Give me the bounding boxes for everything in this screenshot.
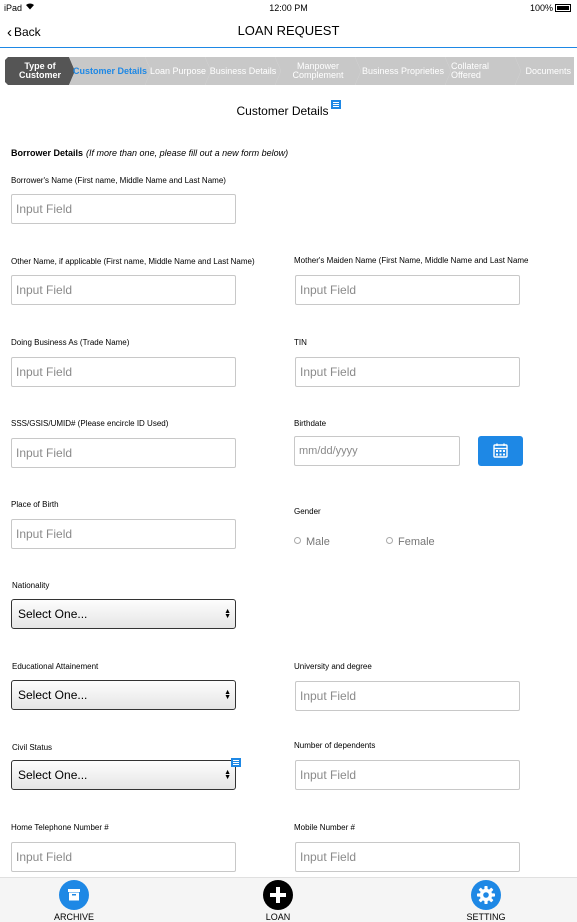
borrower-name-input[interactable] — [11, 194, 236, 224]
back-label: Back — [14, 25, 41, 39]
archive-glyph — [59, 880, 89, 910]
gender-label: Gender — [294, 507, 321, 516]
radio-circle-icon — [386, 537, 393, 544]
gear-icon — [471, 880, 501, 910]
select-value: Select One... — [18, 688, 88, 702]
university-input[interactable] — [295, 681, 520, 711]
borrower-heading-text: Borrower Details — [11, 148, 84, 158]
navigation-bar — [0, 16, 577, 48]
step-label-line2: Offered — [451, 70, 481, 80]
dependents-label: Number of dependents — [294, 741, 376, 750]
tin-input[interactable] — [295, 357, 520, 387]
page-title: LOAN REQUEST — [237, 23, 340, 38]
step-label-line2: Complement — [292, 70, 344, 80]
borrower-note: (If more than one, please fill out a new form below) — [86, 148, 289, 158]
nationality-select[interactable] — [11, 599, 236, 629]
home-phone-input[interactable] — [11, 842, 236, 872]
step-business-details[interactable] — [205, 57, 281, 85]
mother-maiden-name-input[interactable] — [295, 275, 520, 305]
gear-glyph — [471, 880, 501, 910]
updown-arrow-icon: ▲ ▼ — [224, 608, 231, 620]
section-title — [0, 100, 577, 118]
step-label-line2: Customer — [18, 70, 61, 80]
section-title-text: Customer Details — [236, 104, 329, 118]
step-collateral-offered[interactable] — [445, 57, 521, 85]
step-label — [292, 62, 343, 80]
document-icon[interactable] — [331, 100, 341, 109]
radio-circle-icon — [294, 537, 301, 544]
tab-bar — [0, 877, 577, 922]
dependents-input[interactable] — [295, 760, 520, 790]
archive-icon — [59, 880, 89, 910]
step-label-line1: Type of — [24, 61, 56, 71]
plus-glyph — [263, 880, 293, 910]
other-name-input[interactable] — [11, 275, 236, 305]
step-business-proprieties[interactable] — [355, 57, 451, 85]
step-manpower-complement[interactable] — [275, 57, 361, 85]
radio-label: Female — [398, 536, 435, 548]
step-label — [451, 62, 489, 80]
step-label: Business Proprieties — [361, 65, 445, 76]
home-phone-label: Home Telephone Number # — [11, 823, 109, 832]
device-name: iPad — [4, 3, 23, 13]
sss-gsis-umid-label: SSS/GSIS/UMID# (Please encircle ID Used) — [11, 419, 169, 428]
tab-loan[interactable] — [238, 878, 318, 922]
gender-female-radio[interactable] — [386, 536, 435, 548]
battery-percent: 100% — [529, 3, 553, 13]
mother-maiden-name-label: Mother's Maiden Name (First Name, Middle Name and Last Name — [294, 256, 529, 265]
civil-status-label: Civil Status — [12, 743, 53, 752]
nationality-label: Nationality — [12, 581, 50, 590]
tab-setting[interactable] — [446, 878, 526, 922]
updown-arrow-icon: ▲ ▼ — [224, 769, 231, 781]
step-label: Business Details — [209, 65, 277, 76]
progress-stepper — [5, 57, 574, 85]
borrower-details-heading — [11, 148, 288, 158]
birthdate-input[interactable] — [294, 436, 460, 466]
step-customer-details[interactable] — [69, 57, 151, 85]
borrower-name-label: Borrower's Name (First name, Middle Name and Last Name) — [11, 176, 226, 185]
step-label-line1: Manpower — [296, 61, 340, 71]
trade-name-input[interactable] — [11, 357, 236, 387]
updown-arrow-icon: ▲ ▼ — [224, 689, 231, 701]
select-value: Select One... — [18, 768, 88, 782]
tab-label: ARCHIVE — [53, 912, 94, 922]
status-bar — [0, 0, 577, 16]
select-value: Select One... — [18, 607, 88, 621]
mobile-label: Mobile Number # — [294, 823, 355, 832]
education-select[interactable] — [11, 680, 236, 710]
step-label — [19, 62, 61, 80]
step-documents[interactable] — [515, 57, 574, 85]
step-loan-purpose[interactable] — [145, 57, 211, 85]
sss-gsis-umid-input[interactable] — [11, 438, 236, 468]
tab-label: LOAN — [265, 912, 291, 922]
plus-icon — [263, 880, 293, 910]
other-name-label: Other Name, if applicable (First name, Middle Name and Last Name) — [11, 257, 255, 266]
mobile-input[interactable] — [295, 842, 520, 872]
radio-label: Male — [306, 536, 330, 548]
tin-label: TIN — [294, 338, 307, 347]
place-of-birth-input[interactable] — [11, 519, 236, 549]
document-icon[interactable] — [231, 758, 241, 767]
tab-archive[interactable] — [34, 878, 114, 922]
education-label: Educational Attainement — [12, 662, 99, 671]
clock: 12:00 PM — [269, 3, 308, 13]
step-label: Customer Details — [72, 65, 148, 76]
civil-status-select[interactable] — [11, 760, 236, 790]
place-of-birth-label: Place of Birth — [11, 500, 59, 509]
tab-label: SETTING — [466, 912, 506, 922]
step-label: Documents — [525, 65, 571, 76]
battery-icon — [555, 4, 571, 12]
battery-indicator — [530, 3, 571, 13]
chevron-left-icon: ‹ — [7, 24, 12, 41]
calendar-button[interactable] — [478, 436, 523, 466]
calendar-icon — [478, 436, 523, 466]
birthdate-label: Birthdate — [294, 419, 327, 428]
step-label: Loan Purpose — [149, 65, 207, 76]
university-label: University and degree — [294, 662, 372, 671]
step-label-line1: Collateral — [451, 61, 490, 71]
trade-name-label: Doing Business As (Trade Name) — [11, 338, 130, 347]
step-type-of-customer[interactable] — [5, 57, 75, 85]
gender-male-radio[interactable] — [294, 536, 330, 548]
